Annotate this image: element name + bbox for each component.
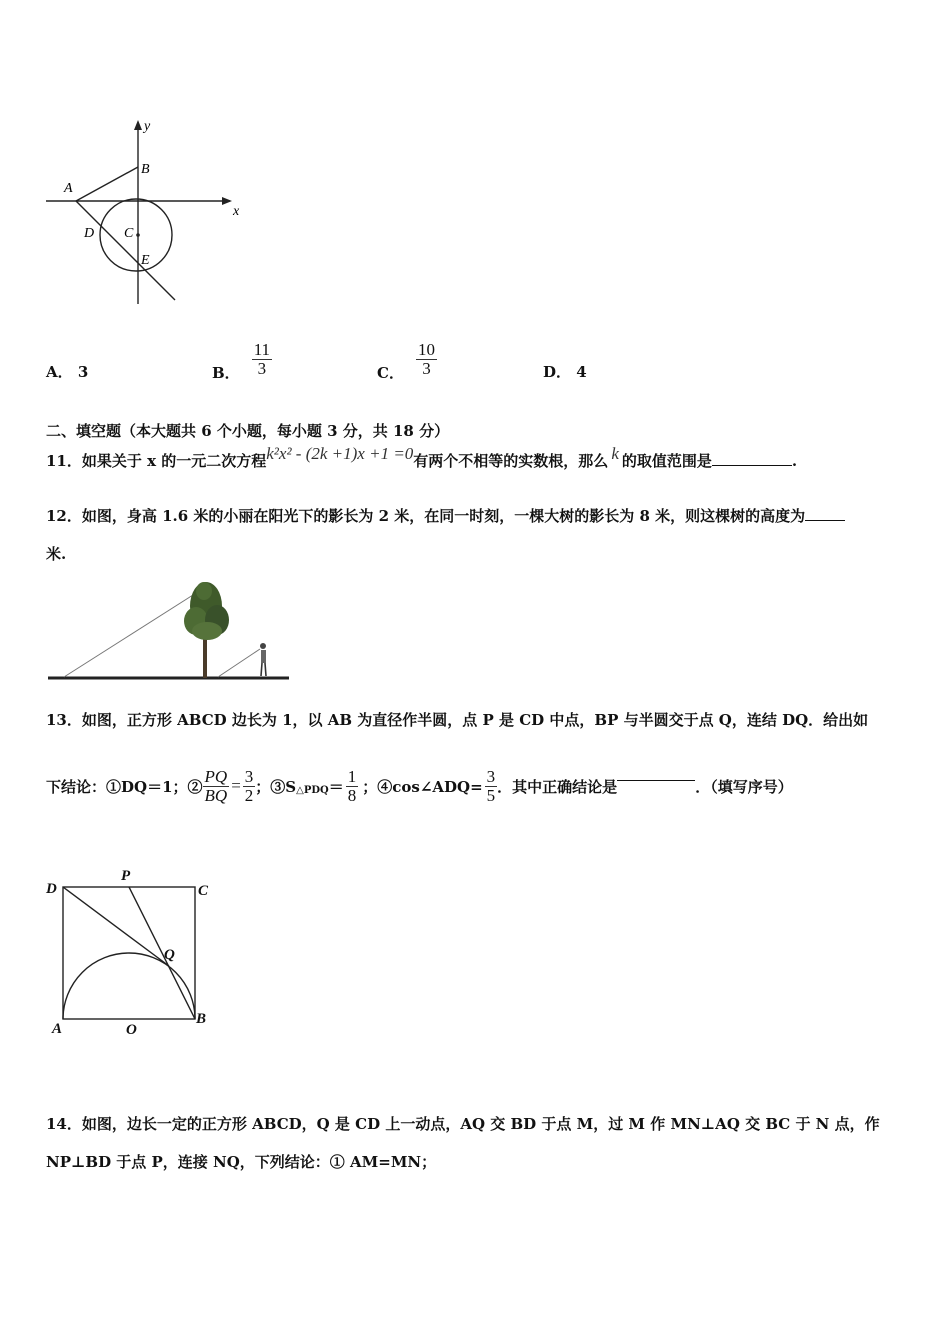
option-a-label: A． — [46, 363, 73, 381]
label-a: A — [64, 181, 73, 196]
question-14-line1: 14．如图，边长一定的正方形 ABCD，Q 是 CD 上一动点，AQ 交 BD 于点 M，过 M 作 MN⊥AQ 交 BC 于 N 点，作 — [46, 1115, 880, 1133]
q13-fraction-1-8 — [346, 768, 359, 805]
label-e: E — [141, 253, 150, 268]
q11-equation: k²x² - (2k +1)x +1 =0 — [266, 444, 414, 463]
q12-answer-blank[interactable] — [805, 520, 845, 521]
label-c: C — [198, 883, 209, 899]
q13-fraction-3-5 — [485, 768, 498, 805]
q13-frac4-denominator: 5 — [486, 785, 496, 805]
question-12-line1 — [46, 505, 845, 526]
option-a-value: 3 — [77, 363, 89, 381]
q11-prefix: 11．如果关于 x 的一元二次方程 — [46, 452, 267, 470]
section-title: 二、填空题（本大题共 6 个小题，每小题 3 分，共 18 分） — [46, 422, 450, 440]
label-q: Q — [164, 947, 175, 963]
q11-answer-blank[interactable] — [712, 465, 792, 466]
option-c[interactable] — [377, 336, 437, 383]
label-d: D — [84, 226, 95, 241]
option-d[interactable] — [543, 361, 587, 382]
q13-suffix: ．其中正确结论是 — [497, 777, 618, 796]
semicircle-ab — [63, 953, 195, 1019]
q11-var: k — [611, 444, 619, 463]
label-b: B — [141, 162, 150, 177]
option-c-numerator: 10 — [417, 340, 435, 360]
q13-frac2-numerator: 3 — [244, 767, 254, 786]
q11-suffix: 的取值范围是 — [621, 452, 712, 470]
label-a: A — [52, 1021, 63, 1037]
question-14-line2: NP⊥BD 于点 P，连接 NQ，下列结论：① AM=MN； — [46, 1153, 437, 1171]
label-p: P — [121, 868, 131, 884]
option-b-numerator: 11 — [253, 340, 271, 360]
q11-middle: 有两个不相等的实数根，那么 — [413, 452, 609, 470]
q13-frac1-denominator: BQ — [204, 785, 228, 805]
option-c-label: C． — [377, 364, 404, 382]
option-b-denominator: 3 — [257, 359, 267, 378]
q11-end: . — [791, 452, 798, 470]
option-d-value: 4 — [576, 363, 587, 381]
label-c: C — [124, 226, 134, 241]
question-13-line2 — [46, 768, 793, 805]
q13-part3-equals: ＝ — [328, 777, 344, 796]
coordinate-figure — [40, 112, 250, 312]
option-c-denominator: 3 — [422, 359, 431, 378]
q13-prefix: 下结论：①DQ＝1；② — [46, 777, 203, 796]
label-y: y — [144, 119, 151, 134]
option-b[interactable] — [212, 336, 272, 383]
q12-text: 12．如图，身高 1.6 米的小丽在阳光下的影长为 2 米，在同一时刻，一棵大树的影长为 8 米，则这棵树的高度为 — [46, 507, 806, 525]
q13-frac3-denominator: 8 — [347, 785, 357, 805]
q13-fraction-pq-bq — [203, 768, 230, 805]
q13-frac3-numerator: 1 — [347, 767, 357, 786]
option-c-fraction — [416, 341, 437, 378]
label-o: O — [126, 1022, 137, 1038]
square-semicircle-figure — [40, 862, 225, 1047]
center-point — [136, 233, 140, 237]
q13-fraction-3-2 — [243, 768, 256, 805]
option-b-label: B． — [212, 364, 240, 382]
q13-part3: ；③S — [255, 777, 297, 796]
q13-part4: ；④cos∠ADQ= — [362, 777, 483, 796]
line-ad — [76, 201, 175, 300]
q13-equals: = — [231, 776, 241, 796]
option-b-fraction — [252, 341, 272, 378]
x-axis-arrow — [222, 197, 232, 205]
q13-answer-blank[interactable] — [617, 780, 695, 781]
label-x: x — [233, 204, 240, 219]
q13-frac2-denominator: 2 — [244, 785, 254, 805]
option-d-label: D． — [543, 363, 572, 381]
tree-shadow-figure — [46, 576, 296, 689]
q13-frac4-numerator: 3 — [486, 767, 496, 786]
q13-frac1-numerator: PQ — [204, 767, 228, 786]
question-13-line1: 13．如图，正方形 ABCD 边长为 1，以 AB 为直径作半圆，点 P 是 CD 中点，BP 与半圆交于点 Q，连结 DQ．给出如 — [46, 711, 869, 729]
y-axis-arrow — [134, 120, 142, 130]
segment-ab — [76, 167, 138, 201]
question-11 — [46, 444, 798, 471]
label-d: D — [46, 881, 57, 897]
q13-end: ．（填写序号） — [695, 777, 793, 796]
label-b: B — [196, 1011, 207, 1027]
option-a[interactable] — [46, 361, 88, 382]
question-12-line2: 米. — [46, 545, 67, 563]
q13-part3-subscript: △PDQ — [296, 784, 329, 796]
